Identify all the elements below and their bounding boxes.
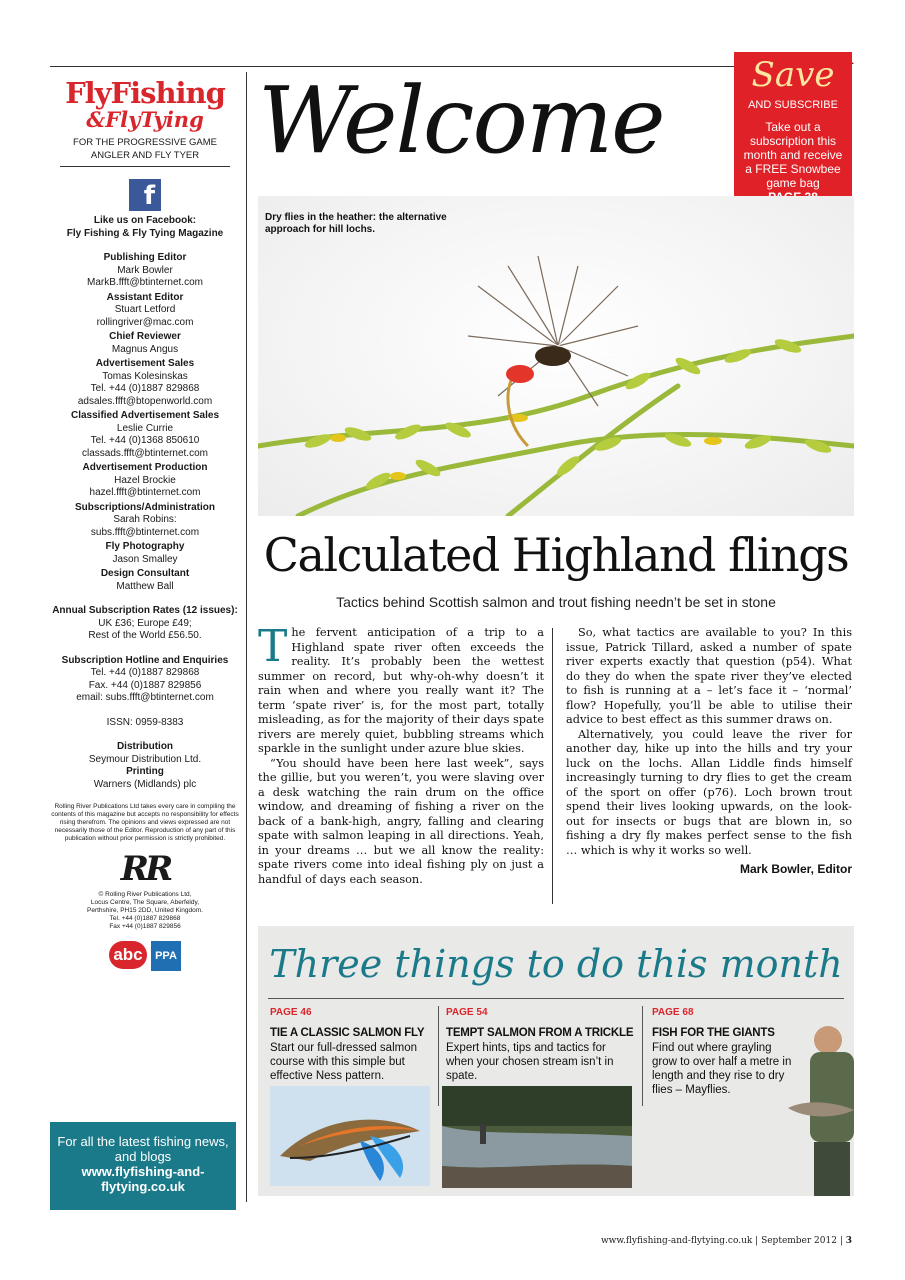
feature-heading: FISH FOR THE GIANTS	[652, 1027, 775, 1039]
paragraph: “You should have been here last week”, says the gillie, but you weren’t, you were slaving over a desk watching the rain drum on the office window, and dreaming of fishing a river on the back of a bank-high, angry, falling and clearing spate with salmon leaping in all directions. Yeah, in your dreams … but we all know the reality: spate rivers come into ideal fishing ply on just a handful of days each season.	[258, 756, 544, 886]
staff-entry	[50, 410, 240, 460]
footer-url[interactable]: www.flyfishing-and-flytying.co.uk | September 2012 |	[600, 1236, 843, 1246]
paragraph: Alternatively, you could leave the river for another day, hike up into the hills and try your luck on the lochs. Allan Liddle finds himself increasingly turning to dry flies to get the cream of the sport on offer (p76). Loch brown trout spend their lives looking upwards, on the look-out for insects or bugs that are blown in, so fishing a dry fly makes perfect sense to the fish … which is why it works so well.	[566, 727, 852, 857]
three-things-panel	[258, 926, 854, 1196]
staff-name: Tomas Kolesinskas	[102, 370, 188, 382]
address-line: Fax +44 (0)1887 829856	[109, 923, 181, 930]
rates-line: UK £36; Europe £49;	[98, 617, 192, 629]
issn: ISSN: 0959-8383	[106, 716, 184, 728]
staff-role: Classified Advertisement Sales	[70, 410, 220, 421]
hero-photo	[258, 196, 854, 516]
staff-email[interactable]: classads.ffft@btinternet.com	[82, 447, 208, 459]
staff-name: Hazel Brockie	[114, 474, 176, 486]
article-column-left	[258, 621, 544, 887]
spate-river-image	[442, 1086, 632, 1188]
masthead-sidebar	[50, 78, 240, 971]
staff-entry	[50, 541, 240, 566]
paragraph-text: he fervent anticipation of a trip to a Highland spate river often exceeds the reality. It’s probably been the wettest summer on record, but why-oh-why doesn’t it rain when and where you really want it? The term ‘spate river’ is, for the most part, totally misleading, as for the majority of their days spate rivers are merely quiet, bubbling streams which sparkle in the sunlight under azure blue skies.	[258, 626, 544, 755]
three-things-rule	[268, 998, 844, 999]
staff-entry	[50, 331, 240, 356]
staff-name: Magnus Angus	[111, 343, 179, 355]
address-line: Tel. +44 (0)1887 829868	[109, 915, 181, 922]
staff-name: Leslie Currie	[116, 422, 174, 434]
website-url-link[interactable]: www.flyfishing-and-flytying.co.uk	[81, 1164, 205, 1194]
subscription-hotline	[50, 655, 240, 705]
article-standfirst: Tactics behind Scottish salmon and trout fishing needn’t be set in stone	[336, 594, 776, 610]
item-divider	[438, 1006, 439, 1106]
staff-phone: Tel. +44 (0)1368 850610	[90, 435, 200, 446]
feature-page-link[interactable]: PAGE 46	[270, 1007, 312, 1018]
subscription-rates	[50, 605, 240, 643]
staff-role: Assistant Editor	[106, 291, 184, 303]
hotline-email[interactable]: email: subs.ffft@btinternet.com	[76, 692, 214, 703]
staff-email[interactable]: rollingriver@mac.com	[96, 316, 194, 328]
three-things-title: Three things to do this month	[269, 942, 843, 986]
article-column-right	[566, 626, 852, 877]
association-logos	[50, 941, 240, 971]
drop-cap: T	[258, 621, 288, 672]
facebook-page-name[interactable]: Fly Fishing & Fly Tying Magazine	[66, 227, 224, 239]
staff-role: Chief Reviewer	[109, 331, 181, 342]
tagline: FOR THE PROGRESSIVE GAME ANGLER AND FLY TYER	[60, 136, 230, 167]
sidebar-divider	[246, 72, 247, 1202]
welcome-heading: Welcome	[258, 67, 664, 174]
angler-grayling-image	[788, 1018, 854, 1196]
printing-title: Printing	[126, 766, 164, 777]
save-body: Take out a subscription this month and receive a FREE Snowbee game bag	[743, 120, 843, 190]
rates-title: Annual Subscription Rates (12 issues):	[52, 605, 238, 616]
paragraph	[258, 621, 544, 757]
column-divider	[552, 628, 553, 904]
address-line: Locus Centre, The Square, Aberfeldy,	[90, 899, 200, 906]
staff-email[interactable]: hazel.ffft@btinternet.com	[89, 487, 201, 498]
staff-email[interactable]: adsales.ffft@btopenworld.com	[77, 395, 213, 407]
photo-caption: Dry flies in the heather: the alternative approach for hill lochs.	[265, 212, 447, 235]
address-line: Perthshire, PH15 2DD, United Kingdom.	[87, 907, 203, 914]
page-number: 3	[845, 1236, 852, 1246]
feature-page-link[interactable]: PAGE 54	[446, 1007, 488, 1018]
editor-signature: Mark Bowler, Editor	[739, 862, 852, 876]
logo-flyfishing[interactable]: FlyFishing	[65, 76, 225, 110]
distribution	[50, 741, 240, 791]
disclaimer: Rolling River Publications Ltd takes every care in compiling the contents of this magazine but accepts no responsibility for effects rising therefrom. The opinions and views expressed are not necessarily those of the Editor. Reproduction of any part of this publication without prior permission is strictly prohibited.	[51, 803, 239, 842]
website-promo-text: For all the latest fishing news, and blogs	[57, 1134, 229, 1164]
facebook-label: Like us on Facebook:	[93, 215, 197, 226]
rates-line: Rest of the World £56.50.	[88, 630, 202, 641]
rolling-river-logo: RR	[120, 849, 170, 889]
address-line: © Rolling River Publications Ltd,	[98, 891, 192, 898]
publisher-address	[50, 891, 240, 931]
feature-text: Expert hints, tips and tactics for when your chosen stream isn’t in spate.	[446, 1042, 614, 1082]
printing-value: Warners (Midlands) plc	[93, 778, 197, 790]
staff-name: Matthew Ball	[116, 580, 174, 592]
distribution-value: Seymour Distribution Ltd.	[88, 753, 202, 765]
distribution-title: Distribution	[116, 741, 174, 752]
staff-entry	[50, 502, 240, 540]
item-divider	[642, 1006, 643, 1106]
staff-entry	[50, 252, 240, 290]
feature-heading: TEMPT SALMON FROM A TRICKLE	[446, 1027, 634, 1039]
staff-email[interactable]: MarkB.ffft@btinternet.com	[87, 277, 203, 288]
staff-role: Advertisement Production	[82, 462, 208, 473]
dry-fly-heather-illustration	[258, 196, 854, 516]
feature-item[interactable]	[446, 1006, 636, 1083]
feature-page-link[interactable]: PAGE 68	[652, 1007, 694, 1018]
page-footer	[560, 1236, 852, 1246]
feature-text: Find out where grayling grow to over half a metre in length and they rise to dry flies – Mayflies.	[652, 1042, 792, 1096]
staff-role: Design Consultant	[100, 568, 190, 579]
facebook-icon[interactable]: f	[129, 179, 161, 211]
feature-item[interactable]	[652, 1006, 792, 1097]
website-promo[interactable]	[50, 1122, 236, 1210]
logo-flytying[interactable]: &FlyTying	[86, 107, 204, 132]
hotline-title: Subscription Hotline and Enquiries	[61, 654, 229, 666]
feature-text: Start our full-dressed salmon course with this simple but effective Ness pattern.	[270, 1042, 418, 1082]
staff-name: Stuart Letford	[114, 304, 176, 315]
staff-role: Publishing Editor	[103, 252, 187, 263]
staff-role: Advertisement Sales	[95, 358, 195, 369]
hotline-line: Tel. +44 (0)1887 829868	[90, 667, 200, 678]
staff-name: Jason Smalley	[112, 553, 178, 565]
staff-role: Fly Photography	[105, 541, 185, 552]
hotline-line: Fax. +44 (0)1887 829856	[88, 679, 202, 691]
staff-email[interactable]: subs.ffft@btinternet.com	[90, 526, 200, 538]
salmon-fly-image	[270, 1086, 430, 1186]
staff-entry	[50, 462, 240, 500]
abc-logo: abc	[109, 941, 147, 969]
save-subtitle: AND SUBSCRIBE	[748, 99, 838, 111]
staff-list	[50, 252, 240, 593]
feature-heading: TIE A CLASSIC SALMON FLY	[270, 1027, 425, 1039]
staff-name: Mark Bowler	[117, 264, 173, 276]
staff-name: Sarah Robins:	[113, 514, 177, 525]
paragraph: So, what tactics are available to you? In this issue, Patrick Tillard, asked a number of spate river experts exactly that question (p54). What do they do when the spate river they’ve elected to fish is running at a – let’s face it – ‘normal’ flow? Hopefully, you’ll be able to utilise their advice to best effect as this summer draws on.	[566, 626, 852, 726]
staff-role: Subscriptions/Administration	[74, 501, 215, 513]
staff-entry	[50, 292, 240, 330]
article-headline: Calculated Highland flings	[263, 528, 849, 582]
feature-item[interactable]	[270, 1006, 435, 1083]
staff-entry	[50, 358, 240, 408]
staff-phone: Tel. +44 (0)1887 829868	[90, 383, 200, 394]
ppa-logo: PPA	[151, 941, 181, 971]
staff-entry	[50, 568, 240, 593]
save-title: Save	[751, 55, 835, 95]
